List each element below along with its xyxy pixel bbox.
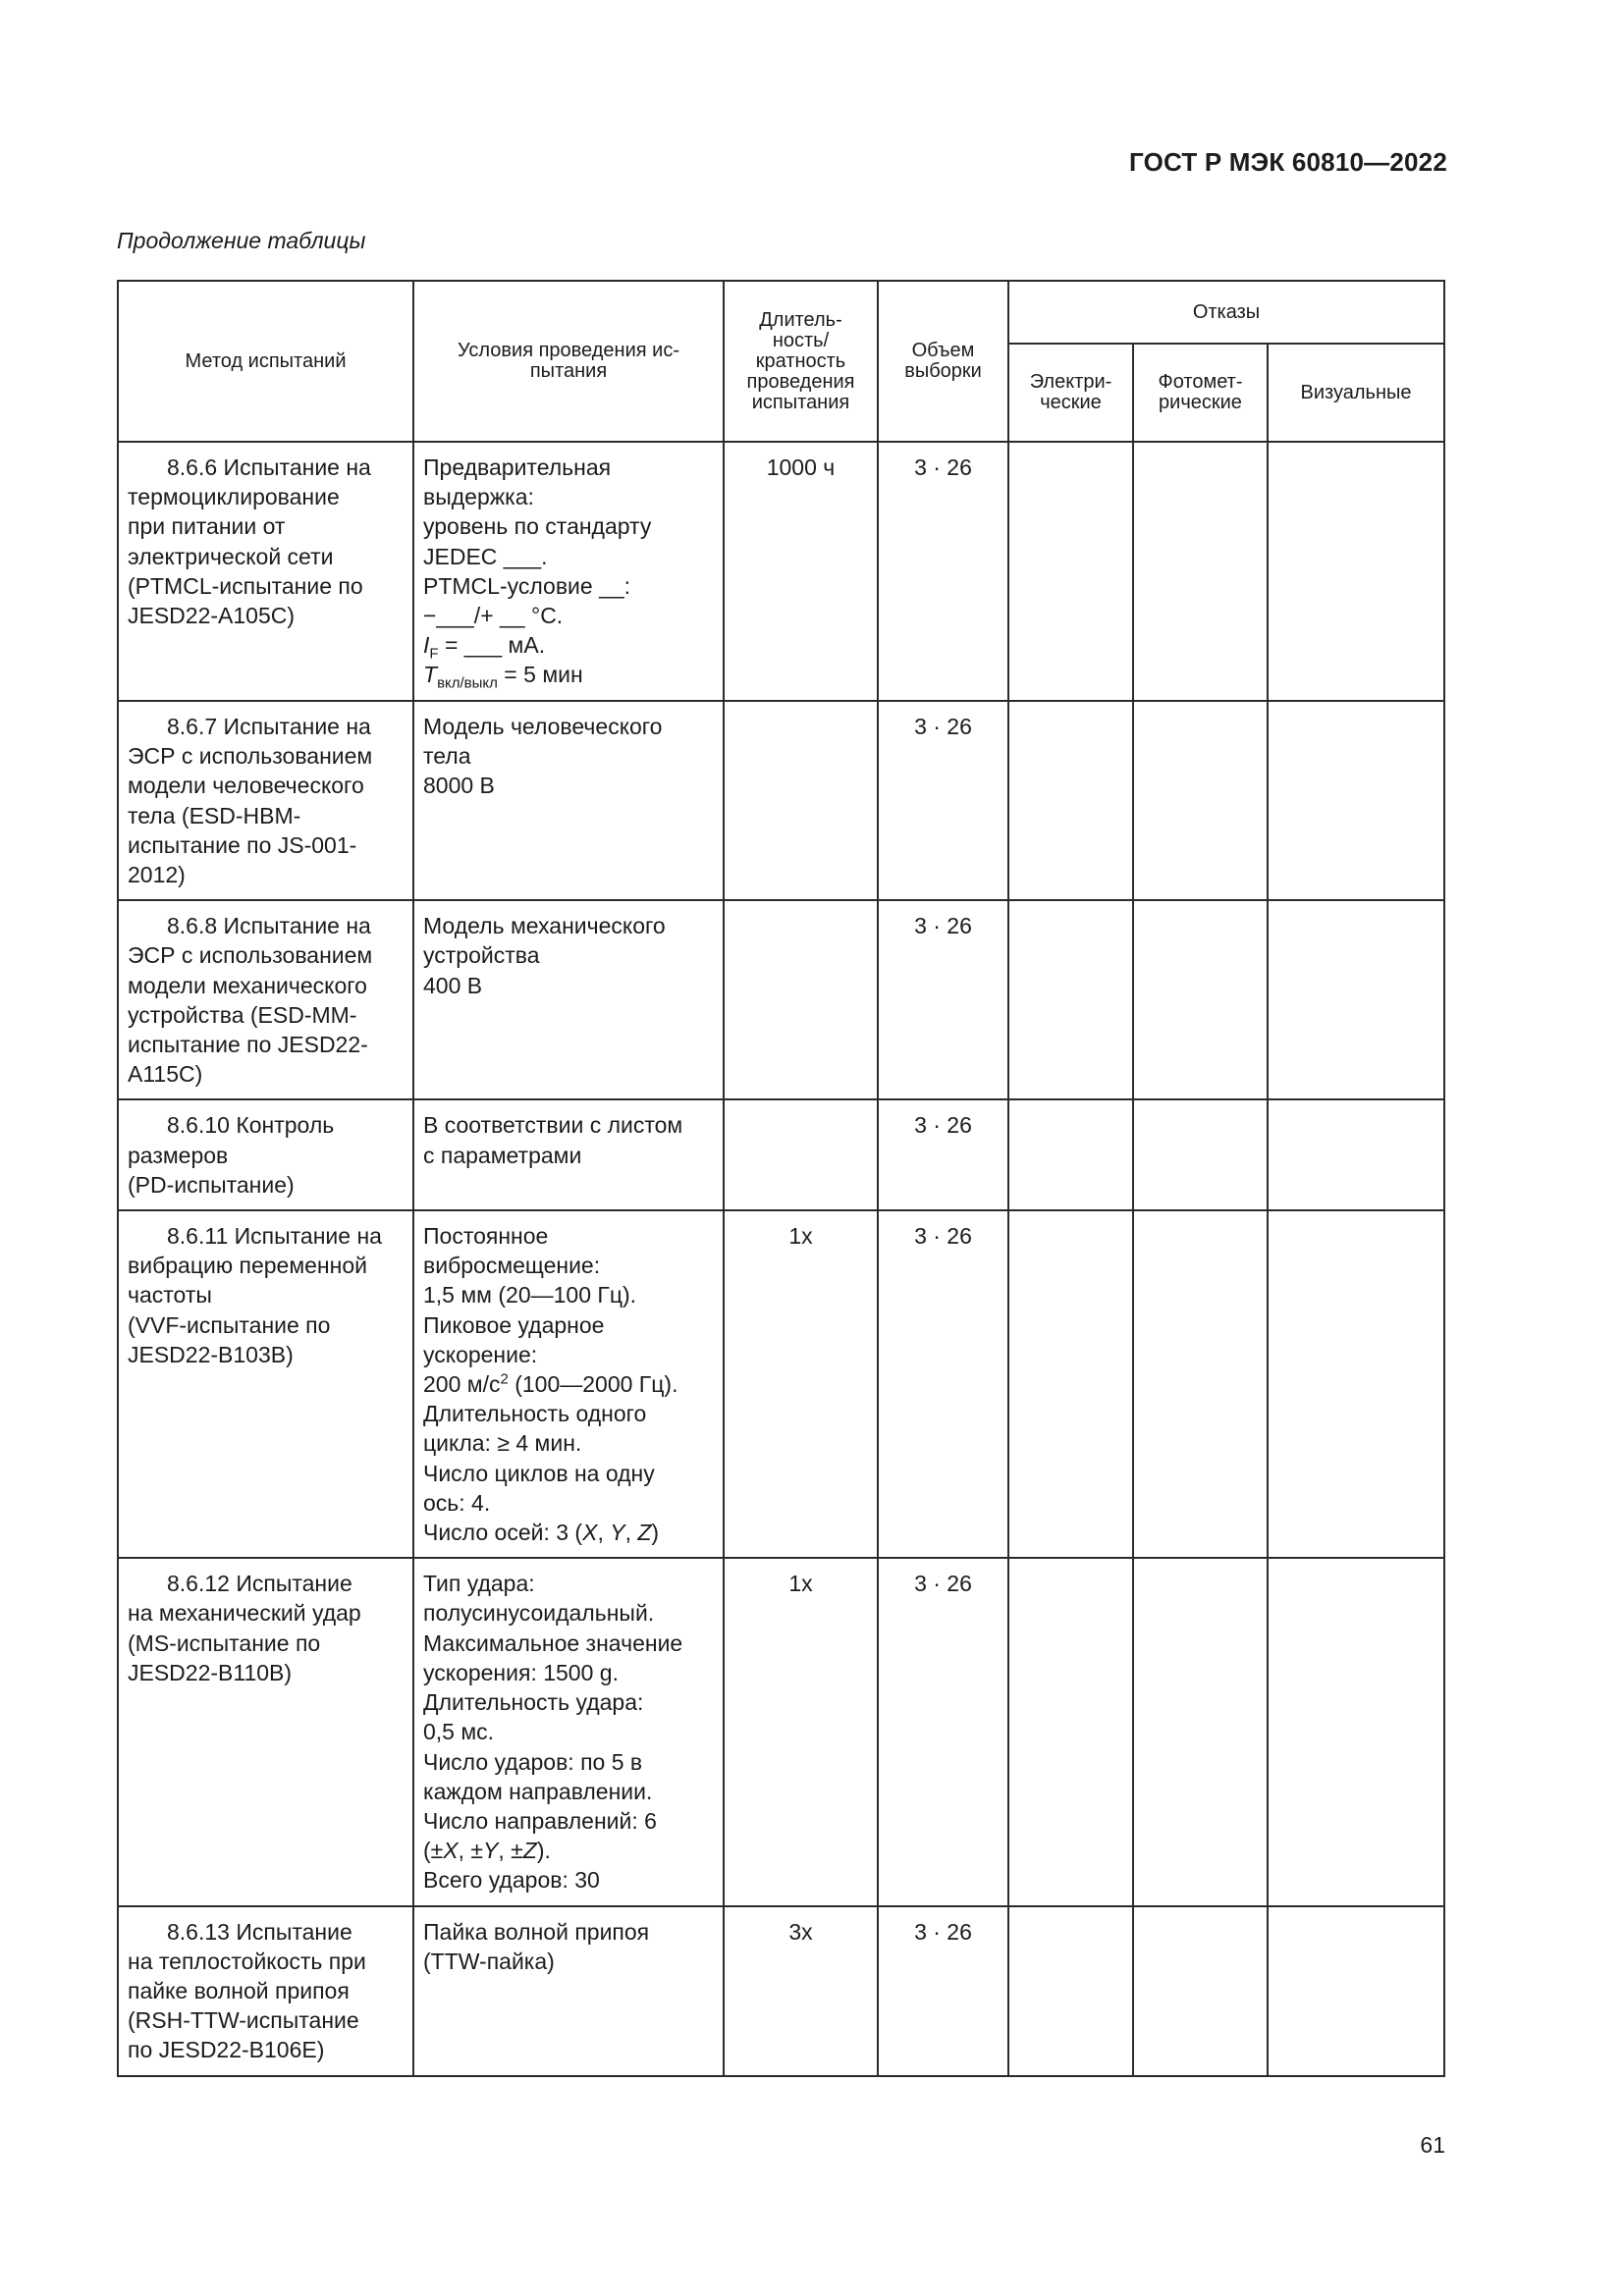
method-line: (RSH-TTW-испытание xyxy=(128,2007,359,2034)
sample-cell: 3 · 26 xyxy=(878,1099,1008,1210)
header-conditions xyxy=(413,281,724,442)
conditions-line: Максимальное значение xyxy=(423,1629,683,1656)
header-electrical xyxy=(1008,344,1133,442)
visual-cell xyxy=(1268,1906,1444,2076)
header-failures: Отказы xyxy=(1008,281,1444,344)
method-line: размеров xyxy=(128,1142,229,1168)
table-row xyxy=(118,1099,1444,1210)
header-photometric xyxy=(1133,344,1268,442)
method-cell xyxy=(118,900,413,1099)
document-code: ГОСТ Р МЭК 60810—2022 xyxy=(1128,147,1447,177)
test-methods-table xyxy=(117,280,1445,2077)
method-line: на теплостойкость при xyxy=(128,1948,366,1974)
method-line: тела (ESD-HBM- xyxy=(128,802,301,828)
conditions-line: ускорение: xyxy=(423,1341,538,1367)
method-line: вибрацию переменной xyxy=(128,1253,367,1279)
method-cell xyxy=(118,442,413,701)
conditions-cell xyxy=(413,1210,724,1558)
conditions-line: полусинусоидальный. xyxy=(423,1600,655,1627)
method-line: испытание по JESD22- xyxy=(128,1032,368,1058)
conditions-line: Предварительная xyxy=(423,454,612,480)
method-line: 8.6.6 Испытание на xyxy=(167,454,371,480)
method-line: 8.6.11 Испытание на xyxy=(167,1223,382,1250)
electrical-cell xyxy=(1008,1906,1133,2076)
conditions-time-line: $T_{вкл/выкл} = 5$ мин xyxy=(423,662,583,693)
table-row xyxy=(118,442,1444,701)
electrical-cell xyxy=(1008,442,1133,701)
table-row xyxy=(118,900,1444,1099)
sample-cell: 3 · 26 xyxy=(878,442,1008,701)
conditions-line: Число циклов на одну xyxy=(423,1460,655,1486)
conditions-line: ось: 4. xyxy=(423,1489,491,1516)
header-line: испытания xyxy=(751,391,850,413)
conditions-line: PTMCL-условие __: xyxy=(423,572,631,599)
duration-cell xyxy=(724,701,878,900)
duration-cell: 3x xyxy=(724,1906,878,2076)
table-header-row xyxy=(118,281,1444,344)
method-line: термоциклирование xyxy=(128,484,340,510)
conditions-line: цикла: ≥ 4 мин. xyxy=(423,1430,582,1457)
conditions-line: устройства xyxy=(423,942,540,969)
method-cell xyxy=(118,1099,413,1210)
header-line: пытания xyxy=(529,360,608,382)
method-cell xyxy=(118,1558,413,1905)
method-line: (MS-испытание по xyxy=(128,1629,321,1656)
method-line: на механический удар xyxy=(128,1600,361,1627)
conditions-line: Пиковое ударное xyxy=(423,1311,605,1338)
conditions-line: 1,5 мм (20—100 Гц). xyxy=(423,1282,637,1308)
photometric-cell xyxy=(1133,900,1268,1099)
method-line: ЭСР с использованием xyxy=(128,942,373,969)
conditions-directions-line: (±X, ±Y, ±Z). xyxy=(423,1838,551,1864)
method-line: 8.6.10 Контроль xyxy=(167,1112,335,1139)
header-line: выборки xyxy=(904,360,982,382)
method-line: ЭСР с использованием xyxy=(128,743,373,770)
photometric-cell xyxy=(1133,1558,1268,1905)
conditions-cell xyxy=(413,442,724,701)
sample-cell: 3 · 26 xyxy=(878,1906,1008,2076)
header-line: Длитель- xyxy=(759,308,842,331)
duration-cell xyxy=(724,900,878,1099)
conditions-line: (TTW-пайка) xyxy=(423,1948,555,1974)
visual-cell xyxy=(1268,1558,1444,1905)
method-line: JESD22-B110B) xyxy=(128,1659,293,1685)
table-caption: Продолжение таблицы xyxy=(117,228,366,253)
method-line: (VVF-испытание по xyxy=(128,1311,331,1338)
visual-cell xyxy=(1268,701,1444,900)
photometric-cell xyxy=(1133,701,1268,900)
table-row xyxy=(118,701,1444,900)
method-line: устройства (ESD-MM- xyxy=(128,1001,357,1028)
header-line: рические xyxy=(1159,392,1242,413)
method-line: JESD22-A105C) xyxy=(128,603,296,629)
electrical-cell xyxy=(1008,1210,1133,1558)
sample-cell: 3 · 26 xyxy=(878,1210,1008,1558)
header-line: Электри- xyxy=(1029,371,1112,393)
photometric-cell xyxy=(1133,1099,1268,1210)
header-line: кратность xyxy=(755,349,846,372)
conditions-line: Тип удара: xyxy=(423,1571,535,1597)
method-line: 8.6.7 Испытание на xyxy=(167,714,371,739)
header-duration xyxy=(724,281,878,442)
conditions-line: 0,5 мс. xyxy=(423,1719,495,1745)
conditions-line: Длительность одного xyxy=(423,1401,647,1427)
method-line: 8.6.13 Испытание xyxy=(167,1918,352,1945)
conditions-line: с параметрами xyxy=(423,1142,582,1168)
duration-cell: 1x xyxy=(724,1210,878,1558)
method-cell xyxy=(118,1210,413,1558)
method-line: 8.6.8 Испытание на xyxy=(167,913,371,939)
conditions-line: Длительность удара: xyxy=(423,1689,644,1716)
table-row xyxy=(118,1906,1444,2076)
photometric-cell xyxy=(1133,442,1268,701)
visual-cell xyxy=(1268,1099,1444,1210)
conditions-line: Модель механического xyxy=(423,913,666,939)
electrical-cell xyxy=(1008,900,1133,1099)
header-line: ность/ xyxy=(772,329,830,351)
header-line: проведения xyxy=(746,370,855,393)
photometric-cell xyxy=(1133,1906,1268,2076)
conditions-cell xyxy=(413,900,724,1099)
method-line: модели человеческого xyxy=(128,773,364,799)
conditions-cell xyxy=(413,701,724,900)
conditions-line: Число направлений: 6 xyxy=(423,1807,657,1834)
header-line: ческие xyxy=(1040,392,1102,413)
method-cell xyxy=(118,1906,413,2076)
method-line: испытание по JS-001- xyxy=(128,831,357,858)
conditions-line: Постоянное xyxy=(423,1223,549,1250)
conditions-line: каждом направлении. xyxy=(423,1778,653,1804)
conditions-line: JEDEC ___. xyxy=(423,543,548,569)
sample-cell: 3 · 26 xyxy=(878,1558,1008,1905)
conditions-line: 8000 В xyxy=(423,773,495,799)
conditions-line: −___/+ __ °С. xyxy=(423,603,564,629)
conditions-line: выдержка: xyxy=(423,484,534,510)
method-line: частоты xyxy=(128,1282,212,1308)
conditions-line: ускорения: 1500 g. xyxy=(423,1659,619,1685)
conditions-line: Пайка волной припоя xyxy=(423,1918,650,1945)
conditions-current-line: $I_F$ = ___ мА. xyxy=(423,632,546,663)
method-line: пайке волной припоя xyxy=(128,1977,350,2003)
conditions-line: тела xyxy=(423,743,471,770)
method-line: 2012) xyxy=(128,862,186,888)
header-line: Объем xyxy=(911,340,975,361)
conditions-axes-line: Число осей: 3 (X, Y, Z) xyxy=(423,1520,660,1546)
method-line: JESD22-B103B) xyxy=(128,1341,294,1367)
conditions-line: вибросмещение: xyxy=(423,1253,601,1279)
electrical-cell xyxy=(1008,1099,1133,1210)
visual-cell xyxy=(1268,1210,1444,1558)
conditions-line: Модель человеческого xyxy=(423,714,663,739)
sample-cell: 3 · 26 xyxy=(878,900,1008,1099)
page-number: 61 xyxy=(1420,2132,1445,2158)
method-line: (PTMCL-испытание по xyxy=(128,572,363,599)
electrical-cell xyxy=(1008,1558,1133,1905)
method-line: при питании от xyxy=(128,513,286,540)
header-line: Условия проведения ис- xyxy=(458,340,679,361)
header-method: Метод испытаний xyxy=(118,281,413,442)
duration-cell xyxy=(724,1099,878,1210)
conditions-accel-line: 200 $м/с^2$ (100—2000 Гц). xyxy=(423,1370,678,1398)
conditions-line: В соответствии с листом xyxy=(423,1112,683,1139)
table-row xyxy=(118,1558,1444,1905)
method-line: по JESD22-B106E) xyxy=(128,2037,325,2063)
photometric-cell xyxy=(1133,1210,1268,1558)
header-line: Фотомет- xyxy=(1158,371,1243,393)
conditions-line: Всего ударов: 30 xyxy=(423,1867,600,1894)
electrical-cell xyxy=(1008,701,1133,900)
sample-cell: 3 · 26 xyxy=(878,701,1008,900)
method-line: A115C) xyxy=(128,1061,203,1088)
conditions-line: 400 В xyxy=(423,972,483,998)
conditions-cell xyxy=(413,1558,724,1905)
visual-cell xyxy=(1268,442,1444,701)
table-row xyxy=(118,1210,1444,1558)
method-line: 8.6.12 Испытание xyxy=(167,1571,352,1597)
method-line: электрической сети xyxy=(128,543,334,569)
method-line: (PD-испытание) xyxy=(128,1171,295,1198)
method-cell xyxy=(118,701,413,900)
visual-cell xyxy=(1268,900,1444,1099)
method-line: модели механического xyxy=(128,972,367,998)
conditions-line: уровень по стандарту xyxy=(423,513,652,540)
duration-cell: 1000 ч xyxy=(724,442,878,701)
header-sample xyxy=(878,281,1008,442)
conditions-line: Число ударов: по 5 в xyxy=(423,1748,643,1775)
header-visual: Визуальные xyxy=(1268,344,1444,442)
conditions-cell xyxy=(413,1906,724,2076)
duration-cell: 1x xyxy=(724,1558,878,1905)
conditions-cell xyxy=(413,1099,724,1210)
